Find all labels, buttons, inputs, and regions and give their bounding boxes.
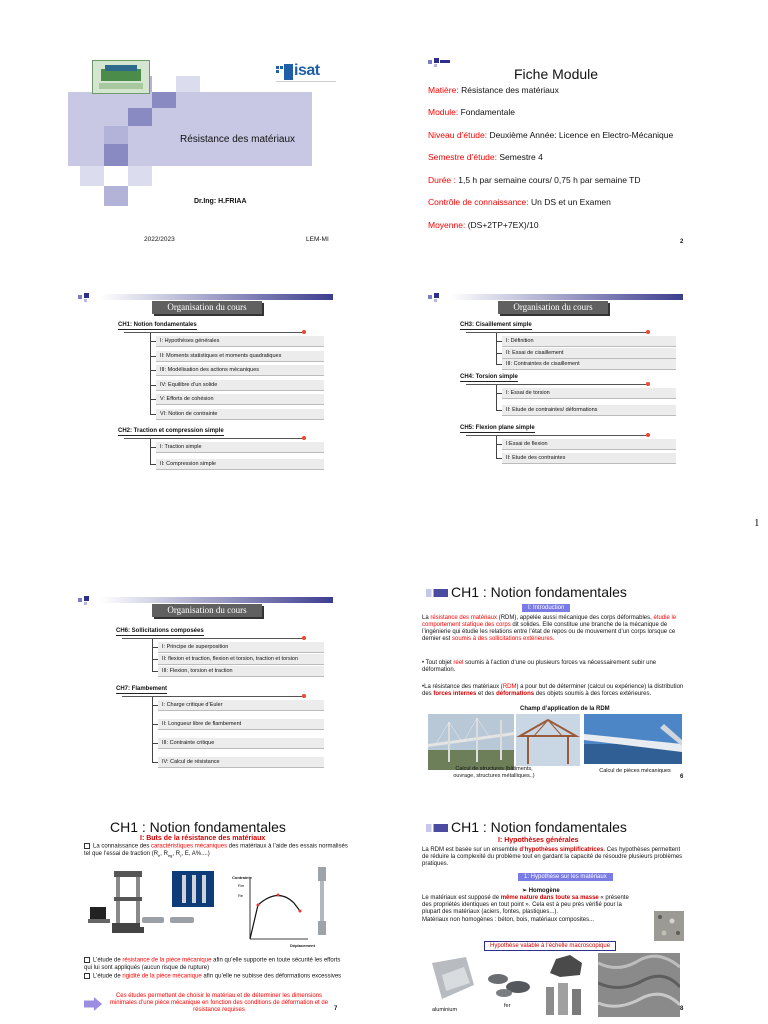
text: . Ces hypothèses permettent de réduire la complexité du problème tout en gardant la capacité de résoudre plusieurs problèmes pratiques. xyxy=(422,847,683,867)
slide-organisation-1 xyxy=(68,287,333,487)
text: dit solides. Elle constitue une branche de la mécanique de l’ingénierie qui étudie les relations entre l’état de repos ou de mouvement d’un corps lorsque ce dernier est xyxy=(422,622,676,642)
fiche-line-key: Moyenne: xyxy=(428,220,468,230)
text-highlight: réel xyxy=(453,660,464,666)
fiche-line-key: Module: xyxy=(428,107,461,117)
chapter-section: I: Définition xyxy=(502,336,676,347)
isat-logo-text: isat xyxy=(294,62,320,79)
text: afin qu’elle supporte en toute sécurité les efforts qui lui sont appliqués (aucun risque de rupture) xyxy=(84,957,341,971)
slide-organisation-2 xyxy=(418,287,683,487)
chapter-section: III: Contraintes de cisaillement xyxy=(502,359,676,370)
iron-image xyxy=(484,965,538,1001)
figure-title: Champ d’application de la RDM xyxy=(520,706,610,712)
fiche-line-key: Matière: xyxy=(428,85,462,95)
tree-connector xyxy=(496,436,497,459)
title-bar-icon xyxy=(426,589,448,597)
chapter-section: II: Essai de cisaillement xyxy=(502,348,676,359)
slide8-title xyxy=(426,819,627,835)
slide8-paragraph-3: Matériaux non homogènes : béton, bois, matériaux composites... xyxy=(422,917,595,923)
chapter-heading: CH2: Traction et compression simple xyxy=(118,428,224,434)
fiche-line-value: Résistance des matériaux xyxy=(461,85,559,95)
chapter-section: I: Charge critique d’Euler xyxy=(158,700,324,711)
slide-ch1-introduction xyxy=(418,582,690,794)
fiche-line-value: (DS+2TP+7EX)/10 xyxy=(467,220,539,230)
chapter-section: I: Principe de superposition xyxy=(158,642,324,653)
chapter-underline xyxy=(466,384,646,385)
slide-title xyxy=(68,52,378,252)
subscript: e xyxy=(158,852,161,858)
chapter-section: II: Longueur libre de flambement xyxy=(158,719,324,730)
slide8-subtitle: I: Hypothèses générales xyxy=(498,837,579,844)
text: Le matériaux est supposé de xyxy=(422,895,501,901)
homogeneous-heading: ➢ Homogène xyxy=(522,888,560,894)
fiche-line-value: Deuxième Année: Licence en Electro-Mécanique xyxy=(489,130,674,140)
fiche-line-value: Fondamentale xyxy=(460,107,515,117)
aluminium-image xyxy=(426,955,476,1003)
chapter-section: III: Flexion, torsion et traction xyxy=(158,666,324,677)
bullet-dot-icon xyxy=(646,433,650,437)
sheet-page-number: 1 xyxy=(754,517,760,529)
text-highlight: rigidité de la pièce mécanique xyxy=(122,973,202,980)
text: La RDM est basée sur un ensemble xyxy=(422,847,520,853)
text: L’étude de xyxy=(93,957,123,964)
steel-structure-image xyxy=(516,714,580,766)
caption-structures: Calcul de structures (bâtiments, ouvrage, structures métalliques..) xyxy=(453,766,535,779)
slide5-title: Organisation du cours xyxy=(152,604,262,617)
university-logo xyxy=(92,60,150,94)
caption-mechanical-parts: Calcul de pièces mécaniques xyxy=(599,768,671,774)
slide1-title: Résistance des matériaux xyxy=(180,134,296,145)
text: , R xyxy=(172,850,181,857)
text-highlight: caractéristiques mécaniques xyxy=(151,843,228,850)
slide6-title-text: CH1 : Notion fondamentales xyxy=(451,584,627,600)
chapter-underline xyxy=(466,435,646,436)
chapter-underline xyxy=(466,332,646,333)
chapter-section: II: Compression simple xyxy=(156,459,324,470)
slide1-year: 2022/2023 xyxy=(144,236,175,243)
graph-xlabel: Déplacement xyxy=(290,943,315,948)
fiche-line-value: Un DS et un Examen xyxy=(531,197,611,207)
fiche-line-key: Durée : xyxy=(428,175,459,185)
text: des matériaux à l’aide des essais normalisés tel que l’essai de traction (R xyxy=(84,843,348,857)
broken-specimen-image xyxy=(140,913,196,927)
chapter-section: II: Etude des contraintes xyxy=(502,453,676,464)
fiche-line-value: 1,5 h par semaine cours/ 0,75 h par semaine TD xyxy=(458,175,641,185)
bullet-dot-icon xyxy=(646,382,650,386)
chapter-section: II: flexion et traction, flexion et torsion, traction et torsion xyxy=(158,654,324,665)
bullet-dot-icon xyxy=(302,694,306,698)
chapter-heading: CH6: Sollicitations composées xyxy=(116,628,204,634)
fiche-line xyxy=(428,152,543,162)
tree-connector xyxy=(150,333,151,415)
tree-connector xyxy=(150,439,151,465)
slide6-page-number: 6 xyxy=(680,774,684,780)
chapter-section: II: Etude de contraintes/ déformations xyxy=(502,405,676,416)
text: (RDM), appelée aussi mécanique des corps déformables, xyxy=(497,615,654,621)
subscript: r xyxy=(180,852,182,858)
tree-connector xyxy=(496,333,497,365)
fiche-line-key: Contrôle de connaissance: xyxy=(428,197,532,207)
slide7-title: CH1 : Notion fondamentales xyxy=(110,819,286,835)
header-squares-icon xyxy=(78,592,100,610)
bullet-dot-icon xyxy=(302,636,306,640)
fiche-line-key: Semestre d’étude: xyxy=(428,152,500,162)
header-squares-icon xyxy=(428,54,450,72)
text-highlight: même nature dans toute sa masse xyxy=(500,895,599,901)
concrete-texture-image xyxy=(654,911,684,941)
specimen-photo xyxy=(312,865,332,937)
text: « présente des propriétés identiques en tout point ». Cela est à peu près vérifié pour la plupart des matériaux (aciers, fontes, plastiques...). xyxy=(422,895,629,915)
bullet-dot-icon xyxy=(302,330,306,334)
title-bar-icon xyxy=(426,824,448,832)
subscript: eg xyxy=(167,852,173,858)
slide7-bullet-1 xyxy=(84,957,348,972)
text: La xyxy=(422,615,431,621)
bullet-dot-icon xyxy=(646,330,650,334)
chapter-heading: CH5: Flexion plane simple xyxy=(460,424,535,431)
fiche-line xyxy=(428,220,539,230)
fiche-line xyxy=(428,107,515,117)
square-bullet-icon xyxy=(84,843,90,849)
text: • Tout objet xyxy=(422,660,454,666)
caption-aluminium: aluminium xyxy=(432,1007,458,1013)
fiche-line xyxy=(428,197,611,207)
text: et des xyxy=(476,691,497,697)
chapter-heading: CH7: Flambement xyxy=(116,686,168,692)
slide7-bullet-2 xyxy=(84,973,348,981)
text: des objets soumis à des forces extérieures. xyxy=(534,691,652,697)
text: soumis à l’action d’une ou plusieurs forces va nécessairement subir une déformation. xyxy=(422,660,657,673)
chapter-heading: CH3: Cisaillement simple xyxy=(460,322,532,328)
text: L’étude de xyxy=(93,973,123,980)
header-squares-icon xyxy=(428,289,450,307)
chapter-section: I: Traction simple xyxy=(156,442,324,453)
slide-fiche-module xyxy=(418,52,696,252)
chapter-section: V: Efforts de cohésion xyxy=(156,394,324,405)
slide1-author: Dr.Ing: H.FRIAA xyxy=(194,198,247,205)
slide6-paragraph-3 xyxy=(422,684,684,698)
chapter-section: I:Essai de flexion xyxy=(502,439,676,450)
tree-connector xyxy=(152,639,153,672)
text-highlight: forces internes xyxy=(433,691,477,697)
specimen-image xyxy=(172,871,214,907)
text: afin qu’elle ne subisse des déformations excessives xyxy=(201,973,342,980)
slide6-title xyxy=(426,584,627,600)
slide7-subtitle: I: Buts de la résistance des matériaux xyxy=(140,835,266,842)
chapter-section: IV: Calcul de résistance xyxy=(158,757,324,768)
fiche-line-value: Semestre 4 xyxy=(499,152,543,162)
slide8-title-text: CH1 : Notion fondamentales xyxy=(451,819,627,835)
chapter-underline xyxy=(122,696,302,697)
square-bullet-icon xyxy=(84,973,90,979)
text-highlight: soumis à des sollicitations extérieures. xyxy=(452,636,555,642)
text: , E, A%....) xyxy=(181,850,210,857)
text: , R xyxy=(160,850,168,857)
bridge-image xyxy=(428,714,514,770)
text-highlight: RDM xyxy=(502,684,517,690)
slide1-dept: LEM-MI xyxy=(306,236,329,243)
tree-connector xyxy=(496,385,497,411)
chapter-section: II: Moments statistiques et moments quadratiques xyxy=(156,351,324,362)
slide7-conclusion: Ces études permettent de choisir le matériau et de déterminer les dimensions minimales d’une pièce mécanique en fonction des conditions de déformation et de résistance requises xyxy=(109,993,329,1013)
introduction-tag: I: Introduction xyxy=(522,604,570,612)
chapter-section: III: Modélisation des actions mécaniques xyxy=(156,365,324,376)
materials-hypothesis-tag: 1: Hypothèse sur les matériaux xyxy=(518,873,613,881)
slide8-paragraph-2 xyxy=(422,895,640,916)
slide2-title: Fiche Module xyxy=(514,66,599,82)
chapter-section: III: Contrainte critique xyxy=(158,738,324,749)
composite-tubes-image xyxy=(542,981,586,1017)
graph-re-label: Re xyxy=(238,893,244,898)
fiche-line xyxy=(428,175,640,185)
text: •La résistance des matériaux ( xyxy=(422,684,503,690)
header-squares-icon xyxy=(78,289,100,307)
slide-ch1-goals xyxy=(80,815,352,1020)
arrow-icon xyxy=(84,997,102,1011)
fiche-line xyxy=(428,130,673,140)
graph-ylabel: Contrainte xyxy=(232,875,252,880)
slide7-paragraph-1 xyxy=(84,843,348,859)
text-highlight: étudie le comportement statique des corps xyxy=(422,615,677,628)
slide8-paragraph-1 xyxy=(422,847,686,868)
slide4-title: Organisation du cours xyxy=(498,301,608,314)
aircraft-wing-image xyxy=(584,714,682,764)
text: La connaissance des xyxy=(93,843,152,850)
chapter-underline xyxy=(122,638,302,639)
slide-ch1-hypotheses xyxy=(418,815,690,1020)
slide8-page-number: 8 xyxy=(680,1006,684,1012)
caption-iron: fer xyxy=(504,1003,511,1009)
slide3-title: Organisation du cours xyxy=(152,301,262,314)
slide2-page-number: 2 xyxy=(680,239,684,245)
chapter-section: VI: Notion de contrainte xyxy=(156,409,324,420)
graph-rm-label: Rm xyxy=(238,883,245,888)
slide6-paragraph-1 xyxy=(422,615,684,643)
text-highlight: d’hypothèses simplificatrices xyxy=(519,847,604,853)
text-highlight: résistance des matériaux xyxy=(430,615,498,621)
bullet-dot-icon xyxy=(302,436,306,440)
chapter-heading: CH4: Torsion simple xyxy=(460,373,518,380)
isat-logo xyxy=(276,62,338,84)
fiche-line xyxy=(428,85,559,95)
text: ) a pour but de déterminer (calcul ou expérience) la distribution des xyxy=(422,684,684,697)
text-highlight: résistance de la pièce mécanique xyxy=(122,957,212,964)
university-logo-icon xyxy=(93,61,149,93)
slide-organisation-3 xyxy=(68,590,333,790)
text-highlight: déformations xyxy=(496,691,535,697)
slide7-page-number: 7 xyxy=(334,1006,338,1012)
fiche-line-key: Niveau d’étude: xyxy=(428,130,490,140)
square-bullet-icon xyxy=(84,957,90,963)
rock-image xyxy=(546,953,586,979)
microstructure-image xyxy=(598,953,680,1017)
chapter-section: IV: Equilibre d’un solide xyxy=(156,380,324,391)
macroscopic-note-box: Hypothèse valable à l’échelle macroscopique xyxy=(484,941,616,951)
tree-connector xyxy=(152,697,153,763)
slide6-paragraph-2 xyxy=(422,660,684,674)
chapter-section: I: Hypothèses générales xyxy=(156,336,324,347)
chapter-section: I: Essai de torsion xyxy=(502,388,676,399)
chapter-heading: CH1: Notion fondamentales xyxy=(118,322,197,328)
